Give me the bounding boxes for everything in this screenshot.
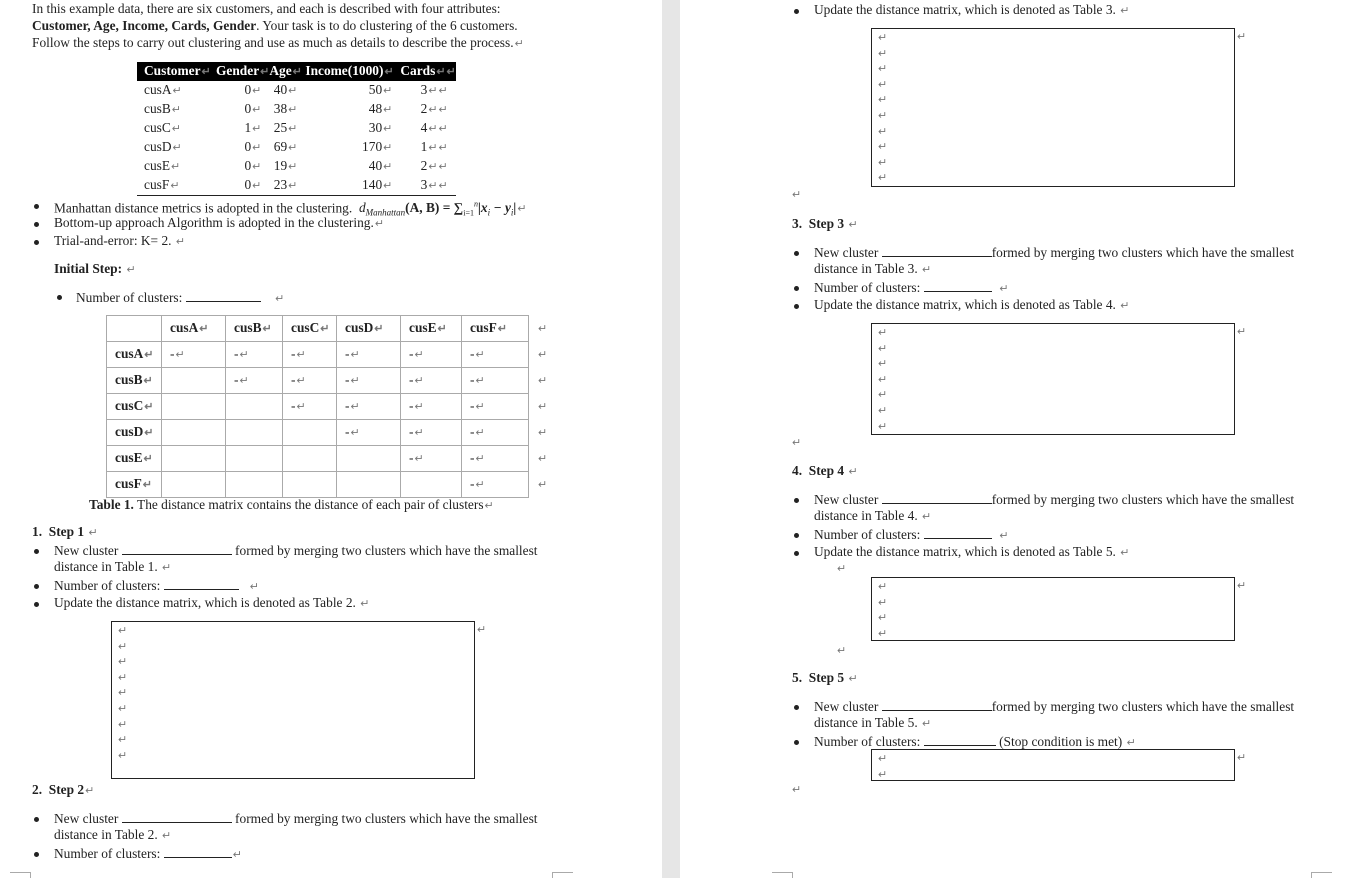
final-answer-box[interactable] (871, 749, 1235, 781)
table-cell: 0↵ (244, 82, 262, 97)
matrix-column-header: cusB↵ (226, 316, 283, 342)
matrix-cell[interactable]: -↵ (337, 420, 401, 446)
step2-new-cluster-blank[interactable] (122, 810, 232, 823)
matrix-column-header: cusF↵ (462, 316, 529, 342)
bullet-icon (34, 852, 39, 857)
customer-table-header: Customer↵ (137, 62, 216, 81)
pilcrow-mark: ↵ (118, 703, 128, 715)
step3-num-clusters: Number of clusters: ↵ (814, 280, 1009, 295)
step1-title: 1. Step 1 ↵ (32, 524, 98, 539)
bullet-icon (34, 222, 39, 227)
step3-new-cluster-blank[interactable] (882, 244, 992, 257)
pilcrow-mark: ↵ (878, 627, 888, 640)
matrix-cell[interactable] (226, 472, 283, 498)
table-cell: 3↵↵ (420, 82, 448, 97)
pilcrow-mark: ↵ (118, 718, 128, 731)
trial-error-bullet: Trial-and-error: K= 2. ↵ (54, 233, 186, 248)
table-cell: 140↵ (305, 176, 400, 196)
step4-distance-in: distance in Table 4. ↵ (814, 508, 932, 523)
matrix-cell[interactable]: -↵ (401, 342, 462, 368)
step3-title: 3. Step 3 ↵ (792, 216, 858, 231)
step3-new-cluster: New cluster formed by merging two clusters which have the smallest (814, 245, 1295, 260)
table-cell: 4↵↵ (420, 120, 448, 135)
bullet-icon (794, 498, 799, 503)
matrix-cell[interactable]: -↵ (283, 394, 337, 420)
pilcrow-mark: ↵ (538, 453, 548, 465)
pilcrow-mark: ↵ (878, 32, 888, 44)
distance-matrix-header-row (107, 316, 548, 342)
table-cell: 0↵ (244, 139, 262, 154)
pilcrow-mark: ↵ (878, 405, 888, 417)
table-cell: 69↵ (273, 139, 298, 154)
matrix-row (107, 472, 548, 498)
pilcrow-mark: ↵ (1237, 580, 1247, 592)
pilcrow-mark: ↵ (878, 420, 888, 433)
step5-new-cluster: New cluster formed by merging two clusters which have the smallest (814, 699, 1295, 714)
step1-distance-in: distance in Table 1. ↵ (54, 559, 172, 574)
table-cell: 0↵ (244, 101, 262, 116)
matrix-cell[interactable]: -↵ (462, 472, 529, 498)
matrix-cell[interactable] (337, 472, 401, 498)
pilcrow-mark: ↵ (792, 437, 802, 449)
matrix-row-header: cusA↵ (107, 342, 162, 368)
matrix-cell[interactable]: -↵ (462, 342, 529, 368)
initial-step-title: Initial Step: ↵ (54, 261, 136, 276)
table-cell: 170↵ (362, 139, 393, 154)
table-row (137, 100, 456, 119)
table-cell: cusF↵ (137, 176, 216, 196)
step2-distance-in: distance in Table 2. ↵ (54, 827, 172, 842)
distance-matrix-table (106, 315, 548, 498)
pilcrow-mark: ↵ (1237, 31, 1247, 43)
pilcrow-mark: ↵ (878, 753, 888, 765)
bullet-icon (34, 240, 39, 245)
page-corner-mark (10, 872, 31, 878)
table-cell: 19↵ (273, 158, 298, 173)
step3-distance-in: distance in Table 3. ↵ (814, 261, 932, 276)
initial-num-clusters-blank[interactable] (186, 289, 261, 302)
step1-new-cluster: New cluster formed by merging two clusters which have the smallest (54, 543, 538, 558)
step5-distance-in: distance in Table 5. ↵ (814, 715, 932, 730)
step1-num-clusters-blank[interactable] (164, 577, 239, 590)
step4-title: 4. Step 4 ↵ (792, 463, 858, 478)
pilcrow-mark: ↵ (118, 749, 128, 762)
pilcrow-mark: ↵ (878, 125, 888, 138)
matrix-cell[interactable]: -↵ (462, 446, 529, 472)
bullet-icon (34, 549, 39, 554)
bullet-icon (34, 602, 39, 607)
matrix-cell[interactable]: -↵ (401, 394, 462, 420)
matrix-cell[interactable] (162, 446, 226, 472)
bullet-icon (794, 705, 799, 710)
pilcrow-mark: ↵ (878, 110, 888, 122)
matrix-row-header: cusF↵ (107, 472, 162, 498)
matrix-column-header: cusE↵ (401, 316, 462, 342)
pilcrow-mark: ↵ (538, 323, 548, 335)
page-corner-mark (1311, 872, 1332, 878)
table4-answer-box[interactable] (871, 323, 1235, 435)
matrix-cell[interactable]: -↵ (401, 420, 462, 446)
pilcrow-mark: ↵ (538, 349, 548, 361)
pilcrow-mark: ↵ (878, 172, 888, 185)
pilcrow-mark: ↵ (118, 640, 128, 653)
step1-update: Update the distance matrix, which is denoted as Table 2. ↵ (54, 595, 370, 610)
matrix-cell[interactable]: -↵ (462, 394, 529, 420)
customer-table-header: Cards↵↵ (400, 62, 455, 81)
bullet-icon (794, 304, 799, 309)
bullet-icon (34, 204, 39, 209)
pilcrow-mark: ↵ (878, 768, 888, 781)
table-cell: cusD↵ (144, 139, 182, 154)
pilcrow-mark: ↵ (538, 427, 548, 439)
bullet-icon (794, 551, 799, 556)
matrix-cell[interactable] (401, 472, 462, 498)
table-row (137, 138, 456, 157)
table-cell: 2↵↵ (420, 158, 448, 173)
pilcrow-mark: ↵ (118, 671, 128, 684)
matrix-cell[interactable] (162, 420, 226, 446)
matrix-cell[interactable] (162, 394, 226, 420)
pilcrow-mark: ↵ (878, 581, 888, 593)
page-corner-mark (772, 872, 793, 878)
bullet-icon (794, 251, 799, 256)
intro-line-3: Follow the steps to carry out clustering and use as much as details to describe the process.↵ (32, 35, 524, 50)
table-cell: 0↵ (244, 158, 262, 173)
step5-num-clusters-blank[interactable] (924, 733, 996, 746)
table-cell: 25↵ (273, 120, 298, 135)
pilcrow-mark: ↵ (878, 612, 888, 625)
table1-caption: Table 1. The distance matrix contains the distance of each pair of clusters↵ (89, 497, 494, 512)
table-cell: cusA↵ (144, 82, 182, 97)
table-cell: cusC↵ (144, 120, 182, 135)
document-page-right (680, 0, 1352, 878)
matrix-row-header: cusD↵ (107, 420, 162, 446)
manhattan-formula: $d_{Manhattan}(A$, $B) = \sum_{i=1}^n|x_i - y_i|$ (358, 200, 517, 219)
customer-table-header-row (137, 62, 456, 81)
pilcrow-mark: ↵ (538, 479, 548, 491)
table-cell: 2↵↵ (420, 101, 448, 116)
pilcrow-mark: ↵ (878, 78, 888, 91)
table-cell: cusE↵ (144, 158, 181, 173)
matrix-cell[interactable] (337, 446, 401, 472)
pilcrow-mark: ↵ (878, 156, 888, 169)
document-page-left (0, 0, 662, 878)
initial-num-clusters: Number of clusters: ↵ (76, 290, 285, 305)
matrix-cell[interactable]: -↵ (226, 342, 283, 368)
pilcrow-mark: ↵ (538, 401, 548, 413)
matrix-row (107, 446, 548, 472)
pilcrow-mark: ↵ (878, 63, 888, 76)
pilcrow-mark: ↵ (118, 687, 128, 700)
pilcrow-mark: ↵ (878, 389, 888, 402)
matrix-cell[interactable] (283, 420, 337, 446)
matrix-corner-cell (107, 316, 162, 342)
step1-new-cluster-blank[interactable] (122, 542, 232, 555)
matrix-cell[interactable]: -↵ (337, 342, 401, 368)
matrix-cell[interactable]: -↵ (226, 368, 283, 394)
step1-num-clusters: Number of clusters: ↵ (54, 578, 259, 593)
matrix-cell[interactable]: -↵ (283, 342, 337, 368)
pilcrow-mark: ↵ (878, 596, 888, 609)
customer-data-table (137, 62, 456, 196)
bullet-icon (794, 740, 799, 745)
pilcrow-mark: ↵ (878, 47, 888, 60)
matrix-row (107, 342, 548, 368)
matrix-row-header: cusE↵ (107, 446, 162, 472)
pilcrow-mark: ↵ (477, 624, 487, 636)
bullet-icon (794, 286, 799, 291)
matrix-cell[interactable]: -↵ (401, 446, 462, 472)
table-cell: 0↵ (216, 176, 269, 196)
table-cell: 40↵ (273, 82, 298, 97)
customer-table-header: Income(1000)↵ (305, 62, 400, 81)
table-cell: 1↵↵ (420, 139, 448, 154)
table-cell: 38↵ (273, 101, 298, 116)
matrix-column-header: cusA↵ (162, 316, 226, 342)
matrix-column-header: cusD↵ (337, 316, 401, 342)
step2-new-cluster: New cluster formed by merging two clusters which have the smallest (54, 811, 538, 826)
step4-new-cluster-blank[interactable] (882, 491, 992, 504)
step3-num-clusters-blank[interactable] (924, 279, 992, 292)
bullet-icon (34, 584, 39, 589)
step2-num-clusters-blank[interactable] (164, 845, 232, 858)
step2-update: Update the distance matrix, which is denoted as Table 3. ↵ (814, 2, 1130, 17)
pilcrow-mark: ↵ (1237, 752, 1247, 764)
matrix-cell[interactable] (226, 446, 283, 472)
intro-line-2: Customer, Age, Income, Cards, Gender. Your task is to do clustering of the 6 customers. (32, 18, 518, 33)
matrix-cell[interactable] (226, 394, 283, 420)
pilcrow-mark: ↵ (538, 375, 548, 387)
table2-answer-box[interactable] (111, 621, 475, 779)
table-cell: 23↵ (269, 176, 305, 196)
matrix-cell[interactable]: -↵ (162, 342, 226, 368)
pilcrow-mark: ↵ (878, 141, 888, 154)
manhattan-bullet: Manhattan distance metrics is adopted in the clustering. $d_{Manhattan}(A$, $B) = \sum_{i=1}^n|x_i$ − $y_i|↵$ (54, 200, 527, 219)
matrix-cell[interactable]: -↵ (337, 394, 401, 420)
table-cell: 3↵↵ (400, 176, 455, 196)
step5-num-clusters: Number of clusters: (Stop condition is met) ↵ (814, 734, 1136, 749)
pilcrow-mark: ↵ (878, 94, 888, 107)
matrix-row-header: cusB↵ (107, 368, 162, 394)
matrix-cell[interactable]: -↵ (283, 368, 337, 394)
table-cell: cusB↵ (144, 101, 182, 116)
pilcrow-mark: ↵ (878, 358, 888, 371)
step4-num-clusters-blank[interactable] (924, 526, 992, 539)
table-cell: 50↵ (368, 82, 393, 97)
pilcrow-mark: ↵ (792, 784, 802, 796)
pilcrow-mark: ↵ (792, 189, 802, 201)
table5-answer-box[interactable] (871, 577, 1235, 641)
bullet-icon (57, 295, 62, 300)
step2-title: 2. Step 2↵ (32, 782, 95, 797)
table-row (137, 81, 456, 100)
pilcrow-mark: ↵ (878, 342, 888, 355)
bottom-up-bullet: Bottom-up approach Algorithm is adopted in the clustering.↵ (54, 215, 385, 230)
matrix-cell[interactable] (283, 446, 337, 472)
matrix-cell[interactable] (226, 420, 283, 446)
bullet-icon (794, 533, 799, 538)
bullet-icon (794, 9, 799, 14)
matrix-row (107, 420, 548, 446)
step5-new-cluster-blank[interactable] (882, 698, 992, 711)
step5-title: 5. Step 5 ↵ (792, 670, 858, 685)
table3-answer-box[interactable] (871, 28, 1235, 187)
bullet-icon (34, 817, 39, 822)
matrix-cell[interactable] (162, 368, 226, 394)
matrix-cell[interactable]: -↵ (462, 368, 529, 394)
pilcrow-mark: ↵ (837, 563, 847, 575)
page-corner-mark (552, 872, 573, 878)
matrix-cell[interactable] (283, 472, 337, 498)
pilcrow-mark: ↵ (118, 734, 128, 747)
customer-table-header: Age↵ (269, 62, 305, 81)
pilcrow-mark: ↵ (1237, 326, 1247, 338)
table-cell: 1↵ (244, 120, 262, 135)
matrix-row (107, 368, 548, 394)
table-cell: 40↵ (368, 158, 393, 173)
matrix-row-header: cusC↵ (107, 394, 162, 420)
table-row (137, 157, 456, 176)
matrix-cell[interactable]: -↵ (337, 368, 401, 394)
matrix-cell[interactable]: -↵ (401, 368, 462, 394)
pilcrow-mark: ↵ (118, 656, 128, 669)
table-row (137, 176, 456, 196)
matrix-column-header: cusC↵ (283, 316, 337, 342)
pilcrow-mark: ↵ (878, 327, 888, 339)
step2-num-clusters: Number of clusters: ↵ (54, 846, 242, 861)
matrix-row (107, 394, 548, 420)
step4-update: Update the distance matrix, which is denoted as Table 5. ↵ (814, 544, 1130, 559)
table-row (137, 119, 456, 138)
step4-num-clusters: Number of clusters: ↵ (814, 527, 1009, 542)
pilcrow-mark: ↵ (837, 645, 847, 657)
intro-line-1: In this example data, there are six customers, and each is described with four attributes: (32, 1, 501, 16)
pilcrow-mark: ↵ (118, 625, 128, 637)
pilcrow-mark: ↵ (878, 373, 888, 386)
matrix-cell[interactable]: -↵ (462, 420, 529, 446)
table-cell: 30↵ (368, 120, 393, 135)
customer-table-header: Gender↵ (216, 62, 269, 81)
step4-new-cluster: New cluster formed by merging two clusters which have the smallest (814, 492, 1295, 507)
step3-update: Update the distance matrix, which is denoted as Table 4. ↵ (814, 297, 1130, 312)
matrix-cell[interactable] (162, 472, 226, 498)
table-cell: 48↵ (368, 101, 393, 116)
